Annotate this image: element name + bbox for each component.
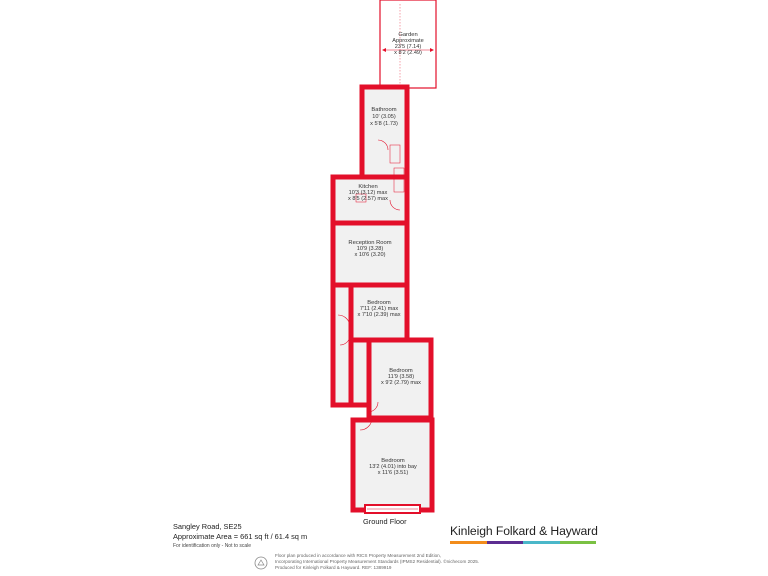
bathroom-label-2: x 5'8 (1.73) bbox=[370, 121, 398, 127]
bedroom2-label-2: x 9'2 (2.79) max bbox=[381, 380, 421, 386]
rics-logo-icon bbox=[254, 556, 268, 570]
reception-label-2: x 10'6 (3.20) bbox=[354, 252, 386, 258]
address-area: Approximate Area = 661 sq ft / 61.4 sq m bbox=[173, 532, 308, 541]
bedroom1-label-1: 7'11 (2.41) max bbox=[359, 306, 399, 312]
kitchen-label-2: x 8'5 (2.57) max bbox=[348, 196, 388, 202]
bedroom3-label-2: x 11'6 (3.51) bbox=[377, 470, 409, 476]
address-disclaimer: For identification only - Not to scale bbox=[173, 543, 252, 549]
kitchen-label-0: Kitchen bbox=[358, 184, 378, 190]
brand-bar-teal bbox=[523, 541, 560, 544]
brand-bar-orange bbox=[450, 541, 487, 544]
footer-line-1: Incorporating International Property Measurement Standards (IPMS2 Residential). ©nichecom 2025. bbox=[275, 559, 480, 564]
bedroom2-label-0: Bedroom bbox=[389, 368, 413, 374]
brand-bar-green bbox=[560, 541, 597, 544]
garden-label-3: x 8'2 (2.49) bbox=[394, 50, 422, 56]
bedroom1-label-2: x 7'10 (2.39) max bbox=[357, 312, 401, 318]
garden-label-0: Garden bbox=[398, 32, 418, 38]
reception-label-1: 10'9 (3.28) bbox=[356, 246, 384, 252]
footer-text bbox=[275, 553, 479, 571]
garden-label-2: 23'5 (7.14) bbox=[394, 44, 422, 50]
footer-line-0: Floor plan produced in accordance with RICS Property Measurement 2nd Edition, bbox=[275, 553, 441, 558]
bathroom-room bbox=[362, 87, 407, 177]
brand-name: Kinleigh Folkard & Hayward bbox=[450, 524, 598, 538]
brand-bar-purple bbox=[487, 541, 524, 544]
kitchen-label-1: 10'3 (3.12) max bbox=[348, 190, 388, 196]
hall-lower bbox=[351, 340, 369, 405]
bedroom3-label-0: Bedroom bbox=[381, 458, 405, 464]
brand-logo bbox=[450, 524, 596, 544]
bedroom2-label-1: 11'9 (3.58) bbox=[387, 374, 415, 380]
brand-color-bar bbox=[450, 541, 596, 544]
bedroom1-label-0: Bedroom bbox=[367, 300, 391, 306]
address-street: Sangley Road, SE25 bbox=[173, 522, 242, 531]
reception-label-0: Reception Room bbox=[348, 240, 392, 246]
bathroom-label-0: Bathroom bbox=[371, 107, 397, 113]
bathroom-label-1: 10' (3.05) bbox=[372, 114, 396, 120]
garden-label-1: Approximate bbox=[392, 38, 424, 44]
floor-label: Ground Floor bbox=[363, 517, 407, 526]
bedroom3-label-1: 13'2 (4.01) into bay bbox=[369, 464, 417, 470]
footer-line-2: Produced for Kinleigh Folkard & Hayward. REF: 1389919 bbox=[275, 565, 392, 570]
